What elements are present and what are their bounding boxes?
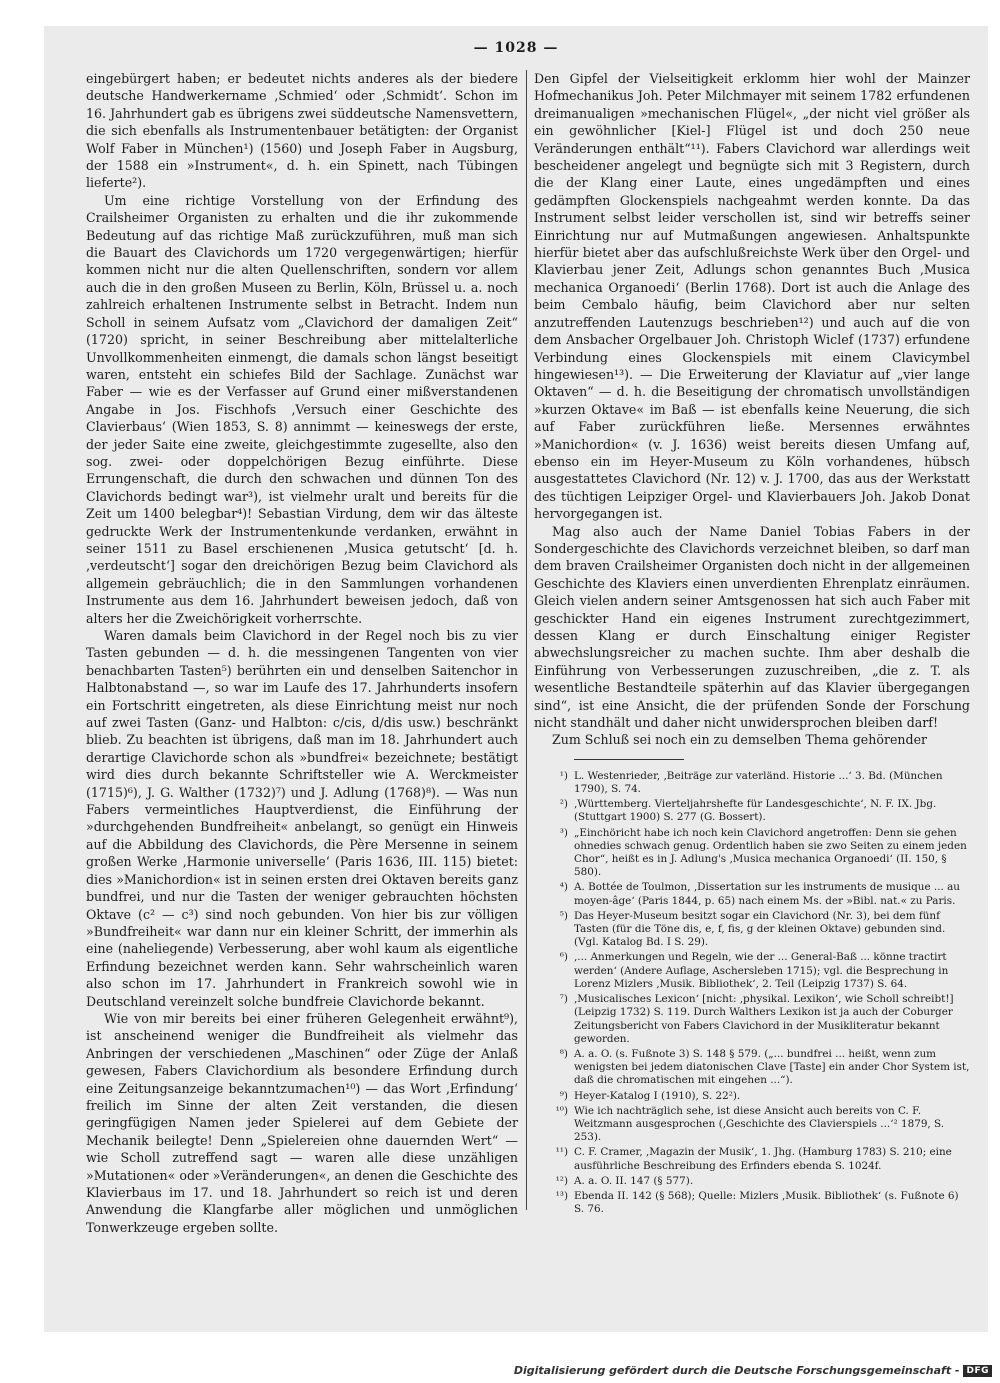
footnote — [534, 798, 970, 824]
page-number: — 1028 — — [473, 40, 559, 56]
footnote-text: Heyer-Katalog I (1910), S. 22²). — [574, 1089, 741, 1102]
footnote — [534, 1105, 970, 1145]
funding-note: Digitalisierung gefördert durch die Deutsche Forschungsgemeinschaft - — [513, 1364, 960, 1377]
footnote-text: Ebenda II. 142 (§ 568); Quelle: Mizlers ‚Musik. Bibliothek‘ (s. Fußnote 6) S. 76. — [574, 1189, 959, 1216]
footnote-text: C. F. Cramer, ‚Magazin der Musik‘, 1. Jhg. (Hamburg 1783) S. 210; eine ausführliche Beschreibung des Erfinders ebenda S. 1024f. — [574, 1146, 952, 1172]
paragraph: Zum Schluß sei noch ein zu demselben Thema gehörender — [552, 732, 928, 748]
footnote-text: A. a. O. II. 147 (§ 577). — [574, 1174, 694, 1187]
paragraph: Um eine richtige Vorstellung von der Erfindung des Crailsheimer Organisten zu erhalten und die ihr zukommende Bedeutung auf das richtige Maß zurückzuführen, muß man sich die Bauart des Clavichords um 1720 vergegenwärtigen; hierfür kommen nicht nur die alten Quellenschriften, sondern vor allem auch die in den großen Museen zu Berlin, Köln, Brüssel u. a. noch zahlreich erhaltenen Instrumente selbst in Betracht. Indem nun Scholl in seinem Aufsatz vom „Clavichord der damaligen Zeit“ (1720) spricht, in seiner Beschreibung aber mittelalterliche Unvollkommenheiten einmengt, die damals schon längst beseitigt waren, entsteht ein schiefes Bild der Sachlage. Zunächst war Faber — wie es der Verfasser auf Grund einer mißverstandenen Angabe in Jos. Fischhofs ‚Versuch einer Geschichte des Clavierbaus‘ (Wien 1853, S. 8) annimmt — keineswegs der erste, der jeder Saite eine zweite, gleichgestimmte zugesellte, also den sog. zwei- oder doppelchörigen Bezug einführte. Diese Errungenschaft, die durch den schwachen und dünnen Ton des Clavichords bedingt war³), ist vielmehr uralt und bereits für die Zeit um 1400 belegbar⁴)! Sebastian Virdung, dem wir das älteste gedruckte Werk der Instrumentenkunde verdanken, erwähnt in seiner 1511 zu Basel erschienenen ‚Musica getutscht‘ [d. h. ‚verdeutscht‘] sogar den dreichörigen Bezug beim Clavichord als allgemein gebräuchlich; die in den Sammlungen vorhandenen Instrumente aus dem 16. Jahrhundert beweisen jedoch, daß von alters her die Zweichörigkeit vorherrschte. — [86, 192, 518, 626]
left-column — [86, 70, 518, 1236]
footnote — [534, 1090, 970, 1103]
footnote — [534, 1146, 970, 1172]
footnote-text: ‚... Anmerkungen und Regeln, wie der ... General-Baß ... könne tractirt werden‘ (Andere Auflage, Aschersleben 1715); vgl. die Besprechung in Lorenz Mizlers ‚Musik. Bibliothek‘, 2. Teil (Leipzig 1737) S. 64. — [574, 951, 949, 990]
footnote-text: „Einchöricht habe ich noch kein Clavichord angetroffen: Denn sie gehen ohnedies schwach genug. Ordentlich haben sie zwo Seiten zu einem jeden Chor“, heißt es in J. Adlung's ‚Musica mechanica Organoedi‘ (II. 150, § 580). — [574, 826, 967, 879]
footnote-number: ¹³) — [555, 1189, 568, 1202]
footnote-text: Wie ich nachträglich sehe, ist diese Ansicht auch bereits von C. F. Weitzmann ausgesprochen (‚Geschichte des Clavierspiels ...‘² 1879, S. 253). — [574, 1104, 945, 1144]
footnote — [534, 1175, 970, 1188]
footnote-text: A. Bottée de Toulmon, ‚Dissertation sur les instruments de musique ... au moyen-âge‘ (Paris 1844, p. 65) nach einem Ms. der »Bibl. nat.« zu Paris. — [574, 881, 961, 907]
footnote — [534, 827, 970, 880]
footnotes — [534, 770, 970, 1217]
dfg-logo: DFG — [963, 1365, 992, 1377]
column-divider — [526, 70, 527, 1210]
right-column — [534, 70, 970, 1218]
footnote-text: Das Heyer-Museum besitzt sogar ein Clavichord (Nr. 3), bei dem fünf Tasten (für die Töne dis, e, f, fis, g der kleinen Oktave) gebunden sind. (Vgl. Katalog Bd. I S. 29). — [574, 909, 946, 949]
footnote-number: ³) — [559, 826, 568, 839]
footnote-text: L. Westenrieder, ‚Beiträge zur vaterländ. Historie ...‘ 3. Bd. (München 1790), S. 74. — [574, 769, 943, 796]
footnote-number: ¹²) — [555, 1174, 568, 1187]
footnote-text: ‚Musicalisches Lexicon‘ [nicht: ‚physikal. Lexikon‘, wie Scholl schreibt!] (Leipzig 1732) S. 119. Durch Walthers Lexikon ist ja auch der Coburger Zeitungsbericht von Fabers Clavichord in der Musikliteratur bekannt geworden. — [574, 993, 954, 1045]
funding-credit — [514, 1364, 992, 1377]
footnote — [534, 770, 970, 796]
scanned-page — [44, 26, 988, 1332]
footnote-text: ‚Württemberg. Vierteljahrshefte für Landesgeschichte‘, N. F. IX. Jbg. (Stuttgart 1900) S. 277 (G. Bossert). — [574, 798, 937, 824]
footnote-number: ⁵) — [559, 909, 568, 922]
footnote — [534, 951, 970, 991]
footnote — [534, 1048, 970, 1088]
paragraph: Waren damals beim Clavichord in der Regel noch bis zu vier Tasten gebunden — d. h. die messingenen Tangenten von vier benachbarten Tasten⁵) berührten ein und denselben Saitenchor in Halbtonabstand —, so war im Laufe des 17. Jahrhunderts insofern ein Fortschritt eingetreten, als diese Einrichtung meist nur noch auf zwei Tasten (Ganz- und Halbton: c/cis, d/dis usw.) beschränkt blieb. Zu beachten ist übrigens, daß man im 18. Jahrhundert auch derartige Clavichorde schon als »bundfrei« bezeichnete; bestätigt wird dies durch bekannte Schriftsteller wie A. Werckmeister (1715)⁶), J. G. Walther (1732)⁷) und J. Adlung (1768)⁸). — Was nun Fabers vermeintliches Hauptverdienst, die Einführung der »durchgehenden Bundfreiheit« anbelangt, so genügt ein Hinweis auf die Abbildung des Clavichords, die Père Mersenne in seinem großen Werke ‚Harmonie universelle‘ (Paris 1636, III. 115) bietet: dies »Manichordion« ist in seinen ersten drei Oktaven bereits ganz bundfrei, und nur die Tasten der weniger gebrauchten höchsten Oktave (c² — c³) sind noch gebunden. Von hier bis zur völligen »Bundfreiheit« war dann nur ein kleiner Schritt, der immerhin als eine (naheliegende) Verbesserung, aber wohl kaum als eigentliche Erfindung bezeichnet werden kann. Sehr wahrscheinlich waren also schon im 17. Jahrhundert in Frankreich sowohl wie in Deutschland vereinzelt solche bundfreie Clavichorde bekannt. — [86, 628, 518, 1009]
footnote — [534, 910, 970, 950]
footnote — [534, 881, 970, 907]
paragraph: Mag also auch der Name Daniel Tobias Fabers in der Sondergeschichte des Clavichords verzeichnet bleiben, so darf man dem braven Crailsheimer Organisten doch nicht in der allgemeinen Geschichte des Klaviers einen unverdienten Ehrenplatz einräumen. Gleich vielen andern seiner Amtsgenossen hat sich auch Faber mit geschickter Hand ein eigenes Instrument zurechtgezimmert, dessen Klang er durch Einschaltung einiger Register abwechslungsreicher zu machen suchte. Ihm aber deshalb die Einführung von Verbesserungen zuzuschreiben, „die z. T. als wesentliche Bestandteile späterhin auf das Klavier übergegangen sind“, ist eine Ansicht, die der prüfenden Sonde der Forschung nicht standhält und daher nicht unwidersprochen bleiben darf! — [534, 523, 970, 731]
footnote-number: ¹) — [559, 769, 568, 782]
paragraph: Wie von mir bereits bei einer früheren Gelegenheit erwähnt⁹), ist anscheinend weniger die Bundfreiheit als vielmehr das Anbringen der verschiedenen „Maschinen“ oder Züge der Anlaß gewesen, Fabers Clavichordium als besondere Erfindung durch eine Zeitungsanzeige bekanntzumachen¹⁰) — das Wort ‚Erfindung‘ freilich im Sinne der alten Zeit verstanden, die diesen geringfügigen Namen jeder Spielerei auf dem Gebiete der Mechanik beilegte! Denn „Spielereien ohne dauernden Wert“ — wie Scholl zutreffend sagt — waren alle diese unzähligen »Mutationen« oder »Veränderungen«, an denen die Geschichte des Klavierbaus im 17. und 18. Jahrhundert so reich ist und deren Anwendung die Klangfarbe aller möglichen und unmöglichen Tonwerkzeuge ergeben sollte. — [86, 1010, 518, 1235]
paragraph: eingebürgert haben; er bedeutet nichts anderes als der biedere deutsche Handwerkername ‚Schmied‘ oder ‚Schmidt‘. Schon im 16. Jahrhundert gab es übrigens zwei süddeutsche Namensvettern, die sich ebenfalls als Instrumentenbauer betätigten: der Organist Wolf Faber in München¹) (1560) und Joseph Faber in Augsburg, der 1588 ein »Instrument«, d. h. ein Spinett, nach Tübingen lieferte²). — [86, 71, 518, 191]
footnote-number: ⁶) — [559, 951, 568, 964]
footnote-number: ⁴) — [559, 881, 568, 894]
footnote-number: ¹⁰) — [555, 1104, 568, 1117]
footnote-number: ¹¹) — [555, 1146, 568, 1159]
footnote-number: ⁷) — [559, 993, 568, 1006]
footnote-separator — [574, 759, 684, 760]
paragraph: Den Gipfel der Vielseitigkeit erklomm hier wohl der Mainzer Hofmechanikus Joh. Peter Milchmayer mit seinem 1782 erfundenen dreimanualigen »mechanischen Flügel«, „der nicht viel größer als ein gewöhnlicher [Kiel-] Flügel ist und doch 250 neue Veränderungen enthält“¹¹). Fabers Clavichord war allerdings weit bescheidener angelegt und begnügte sich mit 3 Registern, durch die der Klang einer Laute, eines ungedämpften und eines gedämpften Glockenspiels nachgeahmt werden konnte. Da das Instrument selbst leider verschollen ist, sind wir betreffs seiner Einrichtung nur auf Mutmaßungen angewiesen. Anhaltspunkte hierfür bietet aber das aufschlußreichste Werk über den Orgel- und Klavierbau jener Zeit, Adlungs schon genanntes Buch ‚Musica mechanica Organoedi‘ (Berlin 1768). Dort ist auch die Anlage des beim Cembalo häufig, beim Clavichord aber nur selten anzutreffenden Lautenzugs beschrieben¹²) und auch auf die von dem Ansbacher Orgelbauer Joh. Christoph Wiclef (1737) erfundene Verbindung eines Glockenspiels mit einem Clavicymbel hingewiesen¹³). — Die Erweiterung der Klaviatur auf „vier lange Oktaven“ — d. h. die Beseitigung der chromatisch unvollständigen »kurzen Oktave« im Baß — ist ebenfalls keine Neuerung, die sich auf Faber zurückführen ließe. Mersennes erwähntes »Manichordion« (v. J. 1636) weist bereits diesen Umfang auf, ebenso ein im Heyer-Museum zu Köln vorhandenes, hübsch ausgestattetes Clavichord (Nr. 12) v. J. 1700, das aus der Werkstatt des tüchtigen Leipziger Orgel- und Klavierbauers Joh. Jakob Donat hervorgegangen ist. — [534, 71, 970, 522]
footnote-number: ²) — [559, 798, 568, 811]
footnote-text: A. a. O. (s. Fußnote 3) S. 148 § 579. („... bundfrei ... heißt, wenn zum wenigsten bei jedem diatonischen Clave [Taste] ein ander Chor System ist, daß die chromatischen mit eingehen ...“). — [574, 1047, 970, 1087]
footnote-number: ⁹) — [559, 1089, 568, 1102]
footnote — [534, 1190, 970, 1216]
footnote — [534, 993, 970, 1046]
footnote-number: ⁸) — [559, 1047, 568, 1060]
